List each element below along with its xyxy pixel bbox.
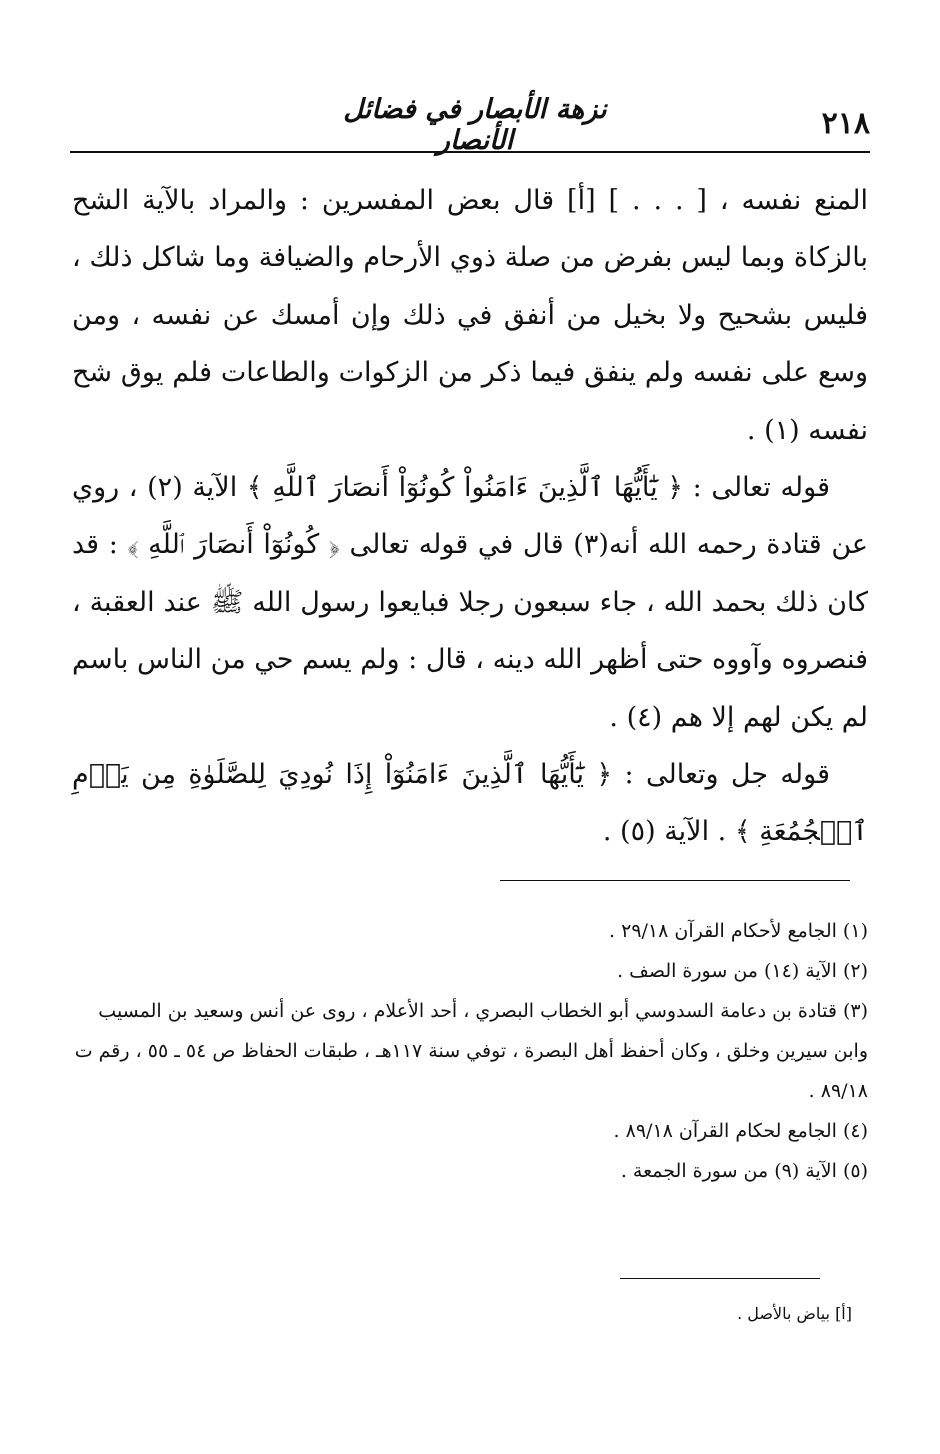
paragraph: قوله جل وتعالى : ﴿ يَٰٓأَيُّهَا ٱلَّذِينَ ءَامَنُوٓاْ إِذَا نُودِيَ لِلصَّلَوٰةِ مِن يَوۡمِ ٱلۡجُمُعَةِ ﴾ . الآية (٥) .	[72, 759, 868, 848]
editor-note: [أ] بياض بالأصل .	[737, 1304, 852, 1323]
footnote: (٤) الجامع لحكام القرآن ٨٩/١٨ .	[613, 1120, 868, 1142]
footnote: (٣) قتادة بن دعامة السدوسي أبو الخطاب البصري ، أحد الأعلام ، روى عن أنس وسعيد بن المسيب وابن سيرين وخلق ، وكان أحفظ أهل البصرة ، توفي سنة ١١٧هـ ، طبقات الحفاظ ص ٥٤ ـ ٥٥ ، رقم ت ٨٩/١٨ .	[74, 1000, 868, 1102]
paragraph: المنع نفسه ، [ . . . ] [أ] قال بعض المفسرين : والمراد بالآية الشح بالزكاة وبما ليس بفرض من صلة ذوي الأرحام والضيافة وما شاكل ذلك ، فليس بشحيح ولا بخيل من أنفق في ذلك وإن أمسك عن نفسه ، ومن وسع على نفسه ولم ينفق فيما ذكر من الزكوات والطاعات فلم يوق شح نفسه (١) .	[72, 185, 869, 446]
main-text	[72, 172, 868, 861]
header-divider	[70, 151, 870, 153]
running-title: نزهة الأبصار في فضائل الأنصار	[343, 94, 607, 156]
footnote: (٥) الآية (٩) من سورة الجمعة .	[620, 1160, 868, 1182]
footnote-divider	[500, 880, 850, 881]
page-number: ٢١٨	[821, 106, 870, 141]
paragraph: قوله تعالى : ﴿ يَٰٓأَيُّهَا ٱلَّذِينَ ءَامَنُواْ كُونُوٓاْ أَنصَارَ ٱللَّهِ ﴾ الآية (٢) ، روي عن قتادة رحمه الله أنه(٣) قال في قوله تعالى ﴿ كُونُوٓاْ أَنصَارَ ٱللَّهِ ﴾ : قد كان ذلك بحمد الله ، جاء سبعون رجلا فبايعوا رسول الله ﷺ عند العقبة ، فنصروه وآووه حتى أظهر الله دينه ، قال : ولم يسم حي من الناس باسم لم يكن لهم إلا هم (٤) .	[72, 472, 868, 733]
footnote: (١) الجامع لأحكام القرآن ٢٩/١٨ .	[609, 920, 868, 942]
footnote: (٢) الآية (١٤) من سورة الصف .	[617, 960, 868, 982]
footnotes	[70, 911, 868, 1191]
editor-note-divider	[620, 1278, 820, 1279]
page-header	[70, 88, 870, 156]
